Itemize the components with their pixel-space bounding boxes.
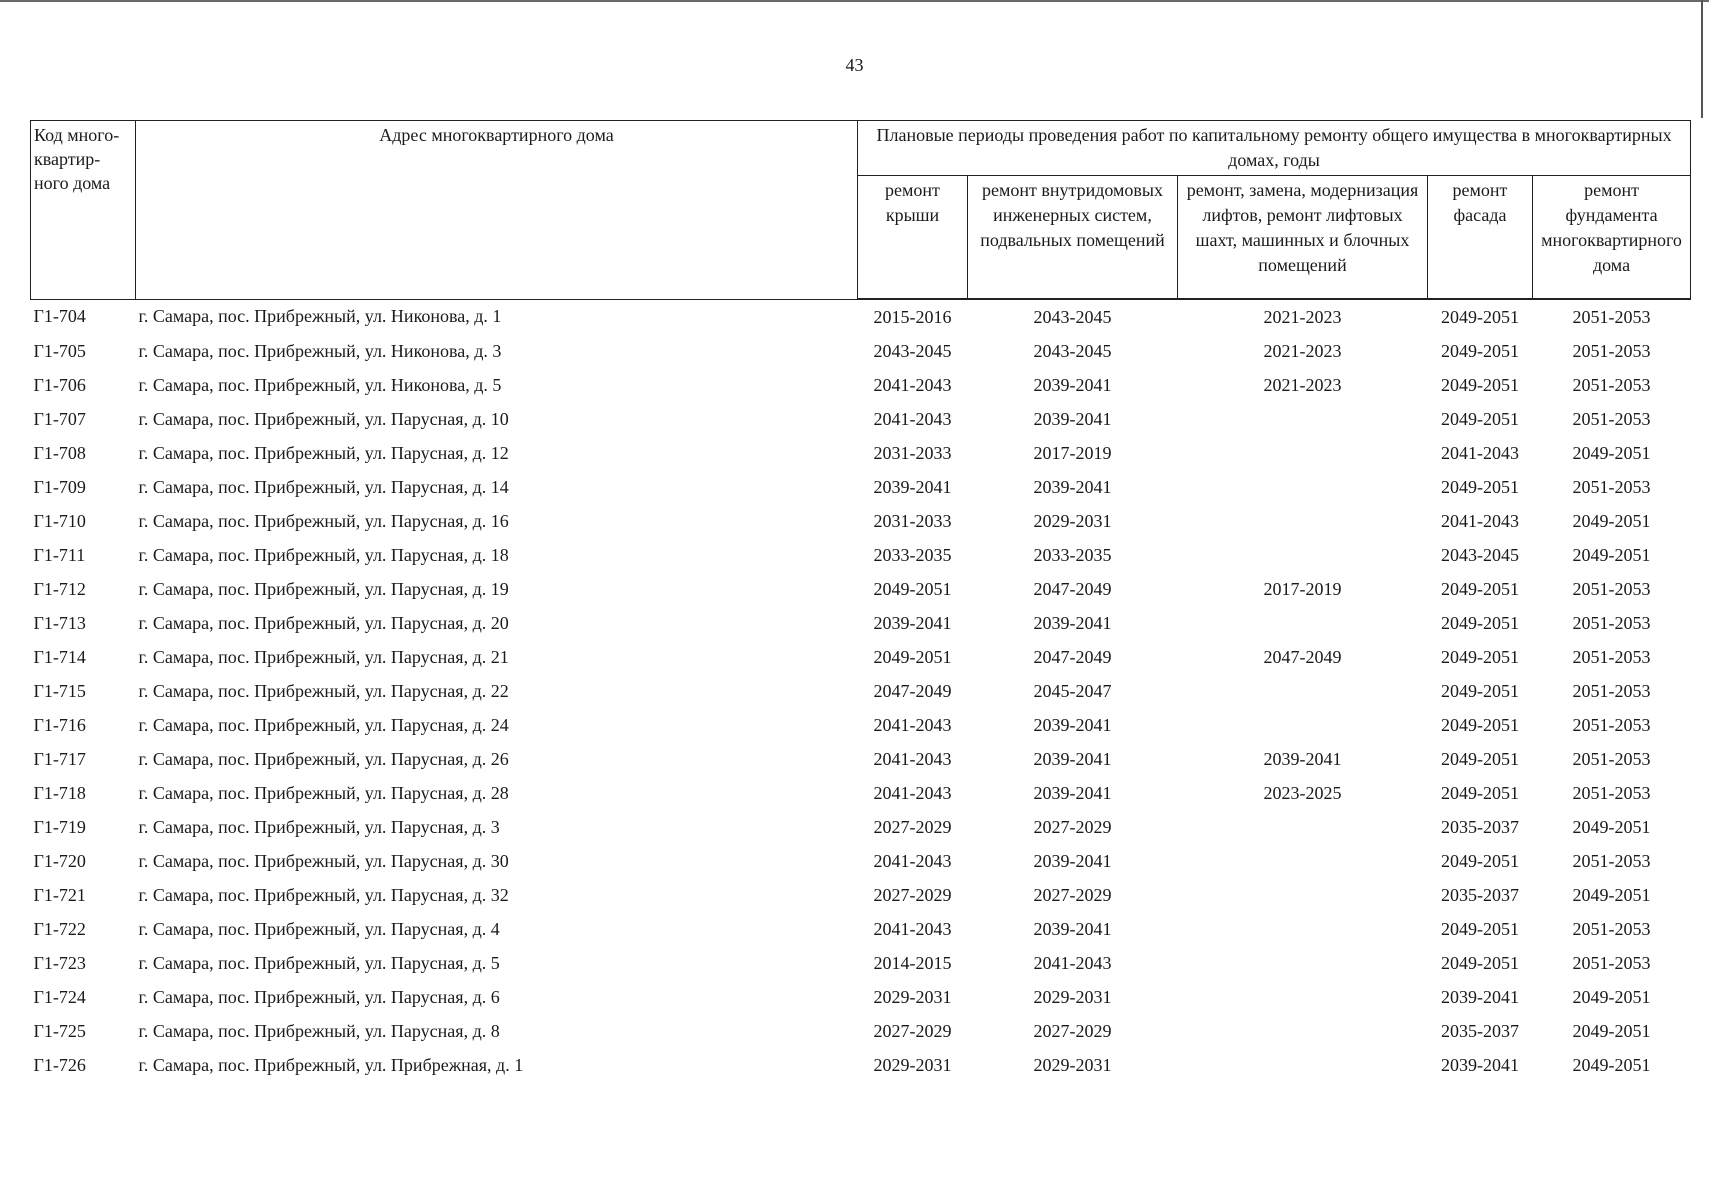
cell-address: г. Самара, пос. Прибрежный, ул. Парусная, д. 26 [138, 748, 509, 769]
table-row [31, 844, 1691, 878]
table-row [31, 606, 1691, 640]
cell-address: г. Самара, пос. Прибрежный, ул. Никонова, д. 3 [138, 340, 502, 361]
cell-facade: 2041-2043 [1441, 442, 1519, 463]
cell-facade: 2035-2037 [1441, 816, 1519, 837]
cell-code: Г1-713 [33, 612, 86, 633]
table-row [31, 1014, 1691, 1048]
table-row [31, 640, 1691, 674]
header-foundation: ремонт фундамента многоквартирного дома [1533, 176, 1691, 300]
cell-systems: 2043-2045 [1033, 306, 1112, 327]
table-row [31, 708, 1691, 742]
cell-facade: 2039-2041 [1441, 986, 1519, 1007]
cell-lifts: 2021-2023 [1263, 340, 1342, 361]
cell-roof: 2033-2035 [873, 544, 952, 565]
cell-lifts: 2017-2019 [1263, 578, 1342, 599]
cell-roof: 2041-2043 [873, 782, 952, 803]
cell-lifts [1178, 402, 1428, 436]
table-row [31, 1048, 1691, 1082]
cell-facade: 2039-2041 [1441, 1054, 1519, 1075]
cell-systems: 2039-2041 [1033, 476, 1112, 497]
cell-roof: 2027-2029 [873, 816, 952, 837]
cell-code: Г1-704 [33, 306, 86, 327]
cell-address: г. Самара, пос. Прибрежный, ул. Парусная, д. 24 [138, 714, 509, 735]
cell-systems: 2027-2029 [1033, 884, 1112, 905]
cell-roof: 2015-2016 [873, 306, 952, 327]
table-row [31, 470, 1691, 504]
table-header [31, 121, 1691, 300]
cell-systems: 2033-2035 [1033, 544, 1112, 565]
table-row [31, 912, 1691, 946]
cell-foundation: 2051-2053 [1572, 340, 1651, 361]
cell-address: г. Самара, пос. Прибрежный, ул. Никонова, д. 5 [138, 374, 502, 395]
cell-foundation: 2051-2053 [1572, 952, 1651, 973]
cell-roof: 2041-2043 [873, 850, 952, 871]
cell-address: г. Самара, пос. Прибрежный, ул. Парусная, д. 30 [138, 850, 509, 871]
cell-facade: 2041-2043 [1441, 510, 1519, 531]
cell-code: Г1-715 [33, 680, 86, 701]
cell-lifts [1178, 674, 1428, 708]
cell-lifts [1178, 1014, 1428, 1048]
cell-lifts [1178, 538, 1428, 572]
table-row [31, 504, 1691, 538]
cell-roof: 2041-2043 [873, 374, 952, 395]
cell-roof: 2049-2051 [873, 578, 952, 599]
cell-code: Г1-708 [33, 442, 86, 463]
cell-code: Г1-711 [33, 544, 86, 565]
cell-address: г. Самара, пос. Прибрежный, ул. Парусная, д. 14 [138, 476, 509, 497]
cell-foundation: 2051-2053 [1572, 374, 1651, 395]
cell-code: Г1-723 [33, 952, 86, 973]
cell-foundation: 2051-2053 [1572, 918, 1651, 939]
cell-facade: 2049-2051 [1441, 578, 1519, 599]
cell-roof: 2041-2043 [873, 714, 952, 735]
cell-facade: 2049-2051 [1441, 612, 1519, 633]
cell-address: г. Самара, пос. Прибрежный, ул. Парусная, д. 10 [138, 408, 509, 429]
cell-foundation: 2051-2053 [1572, 612, 1651, 633]
cell-address: г. Самара, пос. Прибрежный, ул. Парусная, д. 22 [138, 680, 509, 701]
cell-systems: 2039-2041 [1033, 612, 1112, 633]
table-row [31, 368, 1691, 402]
cell-facade: 2049-2051 [1441, 850, 1519, 871]
table-row [31, 402, 1691, 436]
cell-code: Г1-717 [33, 748, 86, 769]
cell-lifts [1178, 436, 1428, 470]
cell-roof: 2039-2041 [873, 476, 952, 497]
cell-code: Г1-718 [33, 782, 86, 803]
cell-systems: 2045-2047 [1033, 680, 1112, 701]
cell-address: г. Самара, пос. Прибрежный, ул. Парусная, д. 18 [138, 544, 509, 565]
cell-lifts [1178, 708, 1428, 742]
header-roof: ремонт крыши [858, 176, 968, 300]
table-row [31, 334, 1691, 368]
cell-address: г. Самара, пос. Прибрежный, ул. Парусная, д. 8 [138, 1020, 500, 1041]
cell-facade: 2049-2051 [1441, 374, 1519, 395]
cell-facade: 2049-2051 [1441, 476, 1519, 497]
cell-roof: 2041-2043 [873, 748, 952, 769]
cell-address: г. Самара, пос. Прибрежный, ул. Парусная, д. 4 [138, 918, 500, 939]
cell-lifts [1178, 878, 1428, 912]
cell-facade: 2035-2037 [1441, 884, 1519, 905]
table-row [31, 980, 1691, 1014]
cell-lifts [1178, 844, 1428, 878]
cell-systems: 2041-2043 [1033, 952, 1112, 973]
cell-roof: 2047-2049 [873, 680, 952, 701]
table-row [31, 572, 1691, 606]
table-body [31, 299, 1691, 1082]
cell-code: Г1-724 [33, 986, 86, 1007]
cell-code: Г1-706 [33, 374, 86, 395]
cell-facade: 2043-2045 [1441, 544, 1519, 565]
cell-systems: 2039-2041 [1033, 918, 1112, 939]
cell-roof: 2029-2031 [873, 1054, 952, 1075]
cell-facade: 2049-2051 [1441, 306, 1519, 327]
cell-address: г. Самара, пос. Прибрежный, ул. Парусная, д. 3 [138, 816, 500, 837]
cell-foundation: 2051-2053 [1572, 714, 1651, 735]
cell-roof: 2031-2033 [873, 442, 952, 463]
cell-systems: 2039-2041 [1033, 782, 1112, 803]
cell-address: г. Самара, пос. Прибрежный, ул. Никонова, д. 1 [138, 306, 502, 327]
cell-systems: 2027-2029 [1033, 1020, 1112, 1041]
cell-foundation: 2051-2053 [1572, 646, 1651, 667]
cell-systems: 2047-2049 [1033, 578, 1112, 599]
cell-systems: 2029-2031 [1033, 510, 1112, 531]
cell-foundation: 2049-2051 [1572, 1054, 1651, 1075]
cell-lifts [1178, 946, 1428, 980]
cell-systems: 2047-2049 [1033, 646, 1112, 667]
cell-lifts: 2047-2049 [1263, 646, 1342, 667]
cell-foundation: 2051-2053 [1572, 850, 1651, 871]
page-number: 43 [845, 55, 864, 75]
cell-foundation: 2049-2051 [1572, 884, 1651, 905]
table-row [31, 946, 1691, 980]
cell-address: г. Самара, пос. Прибрежный, ул. Парусная, д. 21 [138, 646, 509, 667]
cell-foundation: 2051-2053 [1572, 306, 1651, 327]
cell-roof: 2043-2045 [873, 340, 952, 361]
table-row [31, 878, 1691, 912]
cell-code: Г1-722 [33, 918, 86, 939]
cell-systems: 2029-2031 [1033, 986, 1112, 1007]
cell-systems: 2039-2041 [1033, 714, 1112, 735]
cell-code: Г1-707 [33, 408, 86, 429]
cell-foundation: 2049-2051 [1572, 816, 1651, 837]
cell-address: г. Самара, пос. Прибрежный, ул. Парусная, д. 20 [138, 612, 509, 633]
cell-systems: 2027-2029 [1033, 816, 1112, 837]
cell-code: Г1-720 [33, 850, 86, 871]
header-code: Код много-квартир-ного дома [31, 121, 136, 300]
cell-address: г. Самара, пос. Прибрежный, ул. Парусная, д. 16 [138, 510, 509, 531]
cell-facade: 2035-2037 [1441, 1020, 1519, 1041]
cell-roof: 2014-2015 [873, 952, 952, 973]
cell-roof: 2027-2029 [873, 1020, 952, 1041]
table-row [31, 674, 1691, 708]
table-row [31, 810, 1691, 844]
cell-facade: 2049-2051 [1441, 714, 1519, 735]
cell-foundation: 2051-2053 [1572, 408, 1651, 429]
cell-roof: 2031-2033 [873, 510, 952, 531]
cell-foundation: 2051-2053 [1572, 782, 1651, 803]
cell-facade: 2049-2051 [1441, 340, 1519, 361]
cell-address: г. Самара, пос. Прибрежный, ул. Парусная, д. 19 [138, 578, 509, 599]
capital-repair-table [30, 120, 1691, 1082]
header-lifts: ремонт, замена, модернизация лифтов, ремонт лифтовых шахт, машинных и блочных помещений [1178, 176, 1428, 300]
cell-foundation: 2049-2051 [1572, 544, 1651, 565]
cell-facade: 2049-2051 [1441, 408, 1519, 429]
cell-code: Г1-709 [33, 476, 86, 497]
cell-lifts [1178, 606, 1428, 640]
cell-lifts [1178, 1048, 1428, 1082]
cell-foundation: 2049-2051 [1572, 510, 1651, 531]
cell-address: г. Самара, пос. Прибрежный, ул. Парусная, д. 5 [138, 952, 500, 973]
cell-facade: 2049-2051 [1441, 782, 1519, 803]
cell-systems: 2039-2041 [1033, 374, 1112, 395]
cell-code: Г1-714 [33, 646, 86, 667]
cell-foundation: 2051-2053 [1572, 578, 1651, 599]
cell-roof: 2027-2029 [873, 884, 952, 905]
cell-code: Г1-719 [33, 816, 86, 837]
cell-systems: 2039-2041 [1033, 850, 1112, 871]
cell-foundation: 2049-2051 [1572, 442, 1651, 463]
cell-facade: 2049-2051 [1441, 646, 1519, 667]
cell-foundation: 2051-2053 [1572, 680, 1651, 701]
table-row [31, 299, 1691, 334]
cell-systems: 2043-2045 [1033, 340, 1112, 361]
cell-address: г. Самара, пос. Прибрежный, ул. Парусная, д. 28 [138, 782, 509, 803]
header-address: Адрес многоквартирного дома [136, 121, 858, 300]
cell-foundation: 2049-2051 [1572, 986, 1651, 1007]
cell-systems: 2039-2041 [1033, 748, 1112, 769]
cell-roof: 2029-2031 [873, 986, 952, 1007]
cell-lifts [1178, 980, 1428, 1014]
cell-facade: 2049-2051 [1441, 748, 1519, 769]
cell-code: Г1-705 [33, 340, 86, 361]
cell-roof: 2049-2051 [873, 646, 952, 667]
cell-code: Г1-721 [33, 884, 86, 905]
header-facade: ремонт фасада [1428, 176, 1533, 300]
cell-code: Г1-712 [33, 578, 86, 599]
cell-lifts: 2023-2025 [1263, 782, 1342, 803]
cell-systems: 2039-2041 [1033, 408, 1112, 429]
cell-address: г. Самара, пос. Прибрежный, ул. Парусная, д. 6 [138, 986, 500, 1007]
cell-foundation: 2049-2051 [1572, 1020, 1651, 1041]
cell-address: г. Самара, пос. Прибрежный, ул. Парусная, д. 32 [138, 884, 509, 905]
cell-systems: 2017-2019 [1033, 442, 1112, 463]
cell-facade: 2049-2051 [1441, 680, 1519, 701]
header-periods: Плановые периоды проведения работ по капитальному ремонту общего имущества в многоквартирных домах, годы [858, 121, 1691, 176]
cell-code: Г1-726 [33, 1054, 86, 1075]
header-systems: ремонт внутридомовых инженерных систем, подвальных помещений [968, 176, 1178, 300]
cell-roof: 2039-2041 [873, 612, 952, 633]
cell-lifts [1178, 810, 1428, 844]
cell-address: г. Самара, пос. Прибрежный, ул. Парусная, д. 12 [138, 442, 509, 463]
table-row [31, 742, 1691, 776]
table-row [31, 538, 1691, 572]
cell-foundation: 2051-2053 [1572, 476, 1651, 497]
cell-systems: 2029-2031 [1033, 1054, 1112, 1075]
cell-code: Г1-710 [33, 510, 86, 531]
cell-facade: 2049-2051 [1441, 952, 1519, 973]
table-row [31, 776, 1691, 810]
cell-lifts: 2021-2023 [1263, 374, 1342, 395]
cell-address: г. Самара, пос. Прибрежный, ул. Прибрежная, д. 1 [138, 1054, 524, 1075]
top-border-line [0, 0, 1709, 2]
cell-lifts [1178, 470, 1428, 504]
cell-lifts: 2039-2041 [1263, 748, 1342, 769]
cell-lifts [1178, 504, 1428, 538]
cell-lifts [1178, 912, 1428, 946]
cell-code: Г1-716 [33, 714, 86, 735]
cell-roof: 2041-2043 [873, 408, 952, 429]
cell-code: Г1-725 [33, 1020, 86, 1041]
cell-facade: 2049-2051 [1441, 918, 1519, 939]
table-row [31, 436, 1691, 470]
cell-roof: 2041-2043 [873, 918, 952, 939]
cell-foundation: 2051-2053 [1572, 748, 1651, 769]
cell-lifts: 2021-2023 [1263, 306, 1342, 327]
